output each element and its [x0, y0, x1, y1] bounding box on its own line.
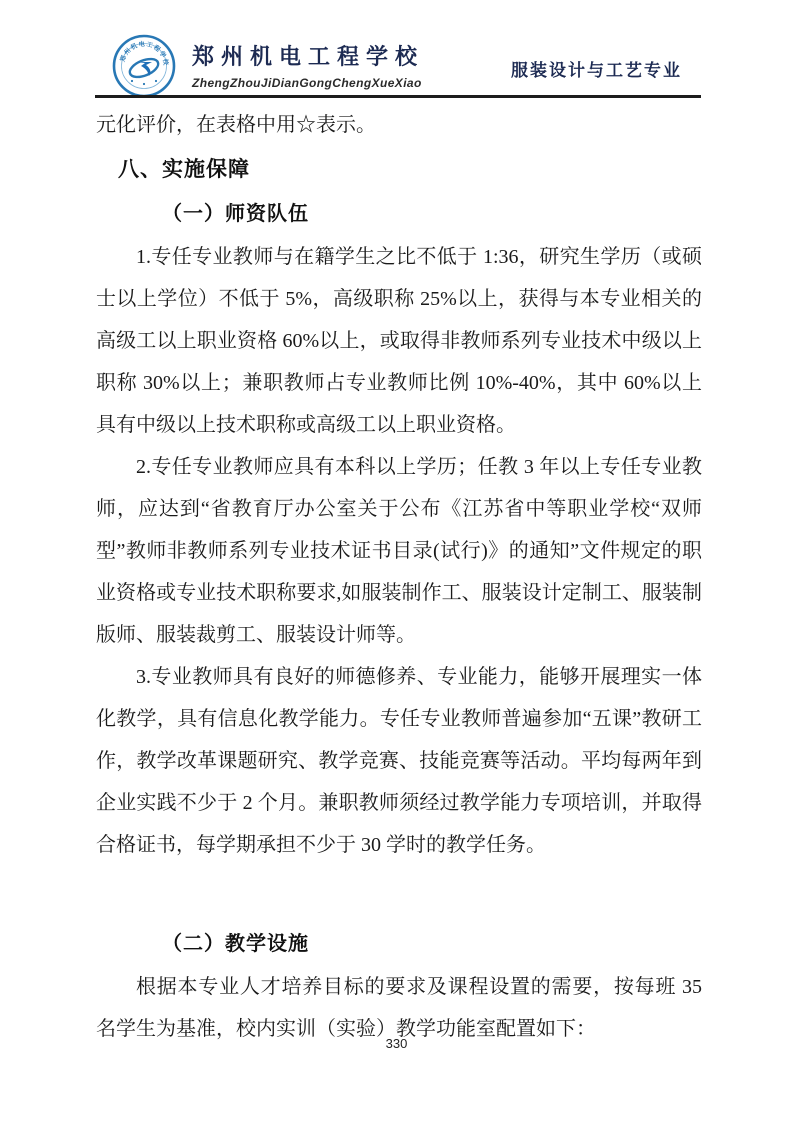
school-name: 郑州机电工程学校: [192, 44, 425, 69]
intro-line: 元化评价，在表格中用☆表示。: [96, 114, 376, 136]
paragraph-1: 1.专任专业教师与在籍学生之比不低于 1:36，研究生学历（或硕士以上学位）不低于 5%，高级职称 25%以上，获得与本专业相关的高级工以上职业资格 60%以上，或取得非教师系列专业技术中级以上职称 30%以上；兼职教师占专业教师比例 10%-40%，其中 60%以上具有中级以上技术职称或高级工以上职业资格。: [96, 246, 702, 436]
subsection-1-heading: （一）师资队伍: [162, 203, 309, 225]
paragraph-3: 3.专业教师具有良好的师德修养、专业能力，能够开展理实一体化教学，具有信息化教学能力。专任专业教师普遍参加“五课”教研工作，教学改革课题研究、教学竞赛、技能竞赛等活动。平均每两年到企业实践不少于 2 个月。兼职教师须经过教学能力专项培训，并取得合格证书，每学期承担不少于 30 学时的教学任务。: [96, 666, 702, 856]
header-rule: [95, 95, 701, 98]
page-footer: [0, 1036, 793, 1051]
school-name-block: [192, 40, 424, 90]
svg-text:郑州机电工程学校: 郑州机电工程学校: [119, 40, 170, 67]
section-heading: 八、实施保障: [118, 158, 250, 181]
document-body: [96, 104, 702, 1050]
page-number: 330: [385, 1036, 408, 1051]
paragraph-2: 2.专任专业教师应具有本科以上学历；任教 3 年以上专任专业教师，应达到“省教育厅办公室关于公布《江苏省中等职业学校“双师型”教师非教师系列专业技术证书目录(试行)》的通知”文件规定的职业资格或专业技术职称要求,如服装制作工、服装设计定制工、服装制版师、服装裁剪工、服装设计师等。: [96, 456, 702, 646]
paragraph-4: 根据本专业人才培养目标的要求及课程设置的需要，按每班 35 名学生为基准，校内实训（实验）教学功能室配置如下：: [96, 976, 702, 1040]
school-emblem-icon: [112, 34, 176, 98]
subsection-2-heading: （二）教学设施: [162, 933, 309, 955]
program-label: 服装设计与工艺专业: [511, 61, 682, 80]
school-pinyin: ZhengZhouJiDianGongChengXueXiao: [192, 76, 422, 90]
